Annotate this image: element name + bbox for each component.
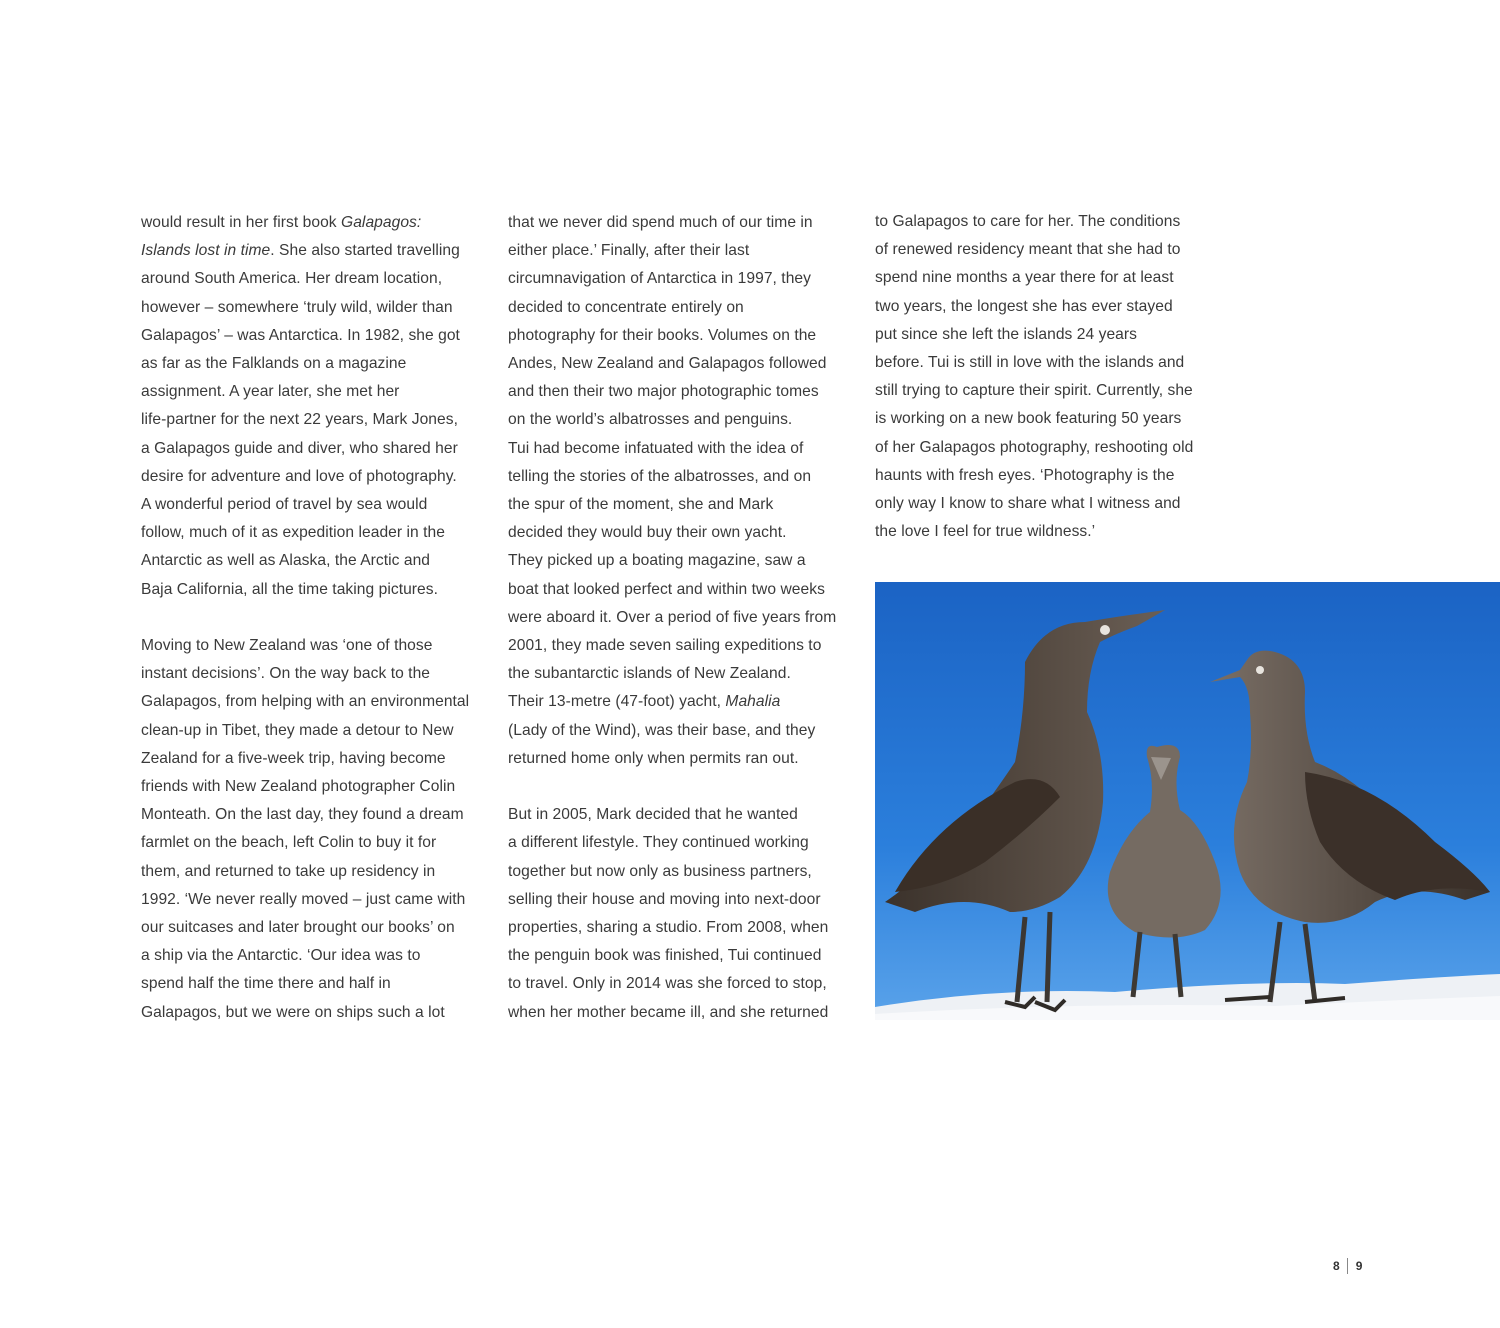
- text-line: [875, 405, 1205, 433]
- text-line: [508, 858, 838, 886]
- text-line: [875, 208, 1205, 236]
- text-run: before. Tui is still in love with the islands and: [875, 354, 1185, 372]
- text-run: properties, sharing a studio. From 2008, when: [508, 919, 829, 937]
- text-line: [875, 264, 1205, 292]
- text-run: would result in her first book: [141, 214, 342, 231]
- text-run: Galapagos’ – was Antarctica. In 1982, she got: [141, 326, 460, 344]
- text-line: [141, 914, 471, 942]
- text-line: [141, 519, 471, 547]
- text-line: [141, 350, 471, 378]
- text-line: [508, 519, 838, 547]
- text-line: [141, 294, 471, 322]
- text-line: [141, 886, 471, 914]
- italic-title: Galapagos:: [341, 214, 422, 231]
- text-run: Galapagos, but we were on ships such a lot: [141, 1003, 445, 1021]
- text-line: [508, 632, 838, 660]
- text-line: [508, 237, 838, 265]
- text-run: to travel. Only in 2014 was she forced to stop,: [508, 975, 827, 993]
- text-run: were aboard it. Over a period of five years from: [508, 608, 837, 626]
- text-line: [141, 660, 471, 688]
- text-line: [508, 322, 838, 350]
- text-run: the penguin book was finished, Tui continued: [508, 947, 822, 965]
- text-line: [141, 378, 471, 406]
- text-run: put since she left the islands 24 years: [875, 325, 1137, 343]
- text-line: [875, 236, 1205, 264]
- text-line: [508, 688, 838, 716]
- text-line: [508, 265, 838, 293]
- text-line: [508, 886, 838, 914]
- text-line: [508, 378, 838, 406]
- albatross-photo: [875, 582, 1500, 1020]
- text-line: [141, 491, 471, 519]
- text-line: [141, 322, 471, 350]
- text-line: [141, 999, 471, 1027]
- text-run: boat that looked perfect and within two weeks: [508, 580, 825, 598]
- text-line: [875, 293, 1205, 321]
- text-line: [141, 265, 471, 293]
- text-run: spend nine months a year there for at least: [875, 269, 1174, 287]
- text-run: them, and returned to take up residency in: [141, 862, 436, 880]
- text-line: [508, 914, 838, 942]
- text-line: [508, 717, 838, 745]
- text-run: Baja California, all the time taking pictures.: [141, 580, 438, 598]
- text-run: Moving to New Zealand was ‘one of those: [141, 637, 433, 655]
- italic-title: Islands lost in time: [141, 242, 271, 260]
- text-run: haunts with fresh eyes. ‘Photography is the: [875, 466, 1175, 484]
- text-line: [875, 377, 1205, 405]
- text-run: still trying to capture their spirit. Currently, she: [875, 382, 1193, 400]
- text-line: [141, 547, 471, 575]
- page-numbers: [1333, 1258, 1362, 1274]
- text-line: [141, 829, 471, 857]
- text-line: [508, 209, 838, 237]
- text-column-2: [508, 209, 838, 1027]
- text-run: Andes, New Zealand and Galapagos followed: [508, 355, 827, 373]
- text-run: . She also started travelling: [270, 242, 460, 260]
- page-number-divider: [1347, 1258, 1348, 1274]
- text-run: Antarctic as well as Alaska, the Arctic and: [141, 552, 431, 570]
- text-line: [141, 858, 471, 886]
- text-run: decided they would buy their own yacht.: [508, 524, 787, 542]
- text-run: Zealand for a five-week trip, having become: [141, 749, 446, 767]
- text-line: [141, 942, 471, 970]
- text-run: a ship via the Antarctic. ‘Our idea was to: [141, 947, 421, 965]
- text-run: instant decisions’. On the way back to the: [141, 665, 431, 683]
- text-run: the spur of the moment, she and Mark: [508, 496, 774, 514]
- text-line: [141, 773, 471, 801]
- text-run: is working on a new book featuring 50 years: [875, 410, 1182, 428]
- paragraph-break: [141, 604, 471, 632]
- text-line: [508, 294, 838, 322]
- text-run: 1992. ‘We never really moved – just came with: [141, 890, 466, 908]
- text-column-1: [141, 209, 471, 1027]
- text-run: a different lifestyle. They continued working: [508, 834, 809, 852]
- text-line: [141, 717, 471, 745]
- text-run: Galapagos, from helping with an environmental: [141, 693, 470, 711]
- page-number-right: 9: [1355, 1259, 1363, 1273]
- text-line: [141, 632, 471, 660]
- text-run: when her mother became ill, and she returned: [508, 1003, 829, 1021]
- text-line: [508, 463, 838, 491]
- text-line: [508, 576, 838, 604]
- text-run: the love I feel for true wildness.’: [875, 523, 1096, 541]
- text-line: [508, 350, 838, 378]
- text-run: follow, much of it as expedition leader in the: [141, 524, 445, 542]
- text-run: Monteath. On the last day, they found a dream: [141, 806, 464, 824]
- text-run: clean-up in Tibet, they made a detour to New: [141, 721, 454, 739]
- text-line: [508, 406, 838, 434]
- text-run: circumnavigation of Antarctica in 1997, they: [508, 270, 811, 288]
- text-line: [875, 462, 1205, 490]
- text-line: [508, 745, 838, 773]
- page-number-left: 8: [1333, 1259, 1340, 1273]
- text-line: [508, 660, 838, 688]
- text-line: [141, 688, 471, 716]
- text-run: farmlet on the beach, left Colin to buy it for: [141, 834, 437, 852]
- text-line: [875, 434, 1205, 462]
- text-run: either place.’ Finally, after their last: [508, 242, 750, 260]
- text-line: [141, 970, 471, 998]
- text-run: assignment. A year later, she met her: [141, 383, 400, 401]
- text-run: decided to concentrate entirely on: [508, 298, 744, 316]
- text-run: that we never did spend much of our time in: [508, 214, 813, 231]
- text-line: [141, 237, 471, 265]
- text-line: [875, 321, 1205, 349]
- text-line: [508, 942, 838, 970]
- text-line: [508, 435, 838, 463]
- italic-title: Mahalia: [725, 693, 781, 711]
- paragraph-break: [508, 773, 838, 801]
- text-line: [508, 491, 838, 519]
- text-run: But in 2005, Mark decided that he wanted: [508, 806, 798, 824]
- text-run: our suitcases and later brought our books’ on: [141, 919, 455, 937]
- text-run: on the world’s albatrosses and penguins.: [508, 411, 793, 429]
- text-run: only way I know to share what I witness and: [875, 495, 1181, 513]
- text-line: [141, 745, 471, 773]
- text-line: [875, 349, 1205, 377]
- text-run: A wonderful period of travel by sea would: [141, 496, 428, 514]
- text-run: life-partner for the next 22 years, Mark Jones,: [141, 411, 458, 429]
- text-line: [141, 435, 471, 463]
- text-run: however – somewhere ‘truly wild, wilder than: [141, 298, 453, 316]
- text-run: telling the stories of the albatrosses, and on: [508, 467, 812, 485]
- text-line: [141, 406, 471, 434]
- text-run: desire for adventure and love of photography.: [141, 467, 457, 485]
- text-run: two years, the longest she has ever stayed: [875, 297, 1173, 315]
- text-run: They picked up a boating magazine, saw a: [508, 552, 806, 570]
- text-run: to Galapagos to care for her. The conditions: [875, 213, 1181, 230]
- text-run: a Galapagos guide and diver, who shared her: [141, 439, 458, 457]
- text-run: Tui had become infatuated with the idea of: [508, 439, 804, 457]
- text-run: as far as the Falklands on a magazine: [141, 355, 407, 373]
- text-run: 2001, they made seven sailing expeditions to: [508, 637, 822, 655]
- text-line: [508, 801, 838, 829]
- text-run: (Lady of the Wind), was their base, and they: [508, 721, 816, 739]
- text-run: around South America. Her dream location,: [141, 270, 443, 288]
- text-line: [141, 209, 471, 237]
- text-run: and then their two major photographic tomes: [508, 383, 819, 401]
- text-line: [141, 801, 471, 829]
- text-run: spend half the time there and half in: [141, 975, 391, 993]
- text-line: [508, 999, 838, 1027]
- text-column-3: [875, 208, 1205, 546]
- text-run: Their 13-metre (47-foot) yacht,: [508, 693, 726, 711]
- text-run: returned home only when permits ran out.: [508, 749, 799, 767]
- text-run: the subantarctic islands of New Zealand.: [508, 665, 791, 683]
- text-line: [141, 576, 471, 604]
- text-run: of renewed residency meant that she had to: [875, 241, 1181, 259]
- text-line: [508, 547, 838, 575]
- text-run: friends with New Zealand photographer Colin: [141, 778, 456, 796]
- text-run: together but now only as business partners,: [508, 862, 812, 880]
- text-run: of her Galapagos photography, reshooting old: [875, 438, 1194, 456]
- text-line: [141, 463, 471, 491]
- text-line: [508, 970, 838, 998]
- text-line: [875, 518, 1205, 546]
- text-run: selling their house and moving into next-door: [508, 890, 821, 908]
- text-line: [875, 490, 1205, 518]
- text-run: photography for their books. Volumes on the: [508, 326, 817, 344]
- text-line: [508, 604, 838, 632]
- text-line: [508, 829, 838, 857]
